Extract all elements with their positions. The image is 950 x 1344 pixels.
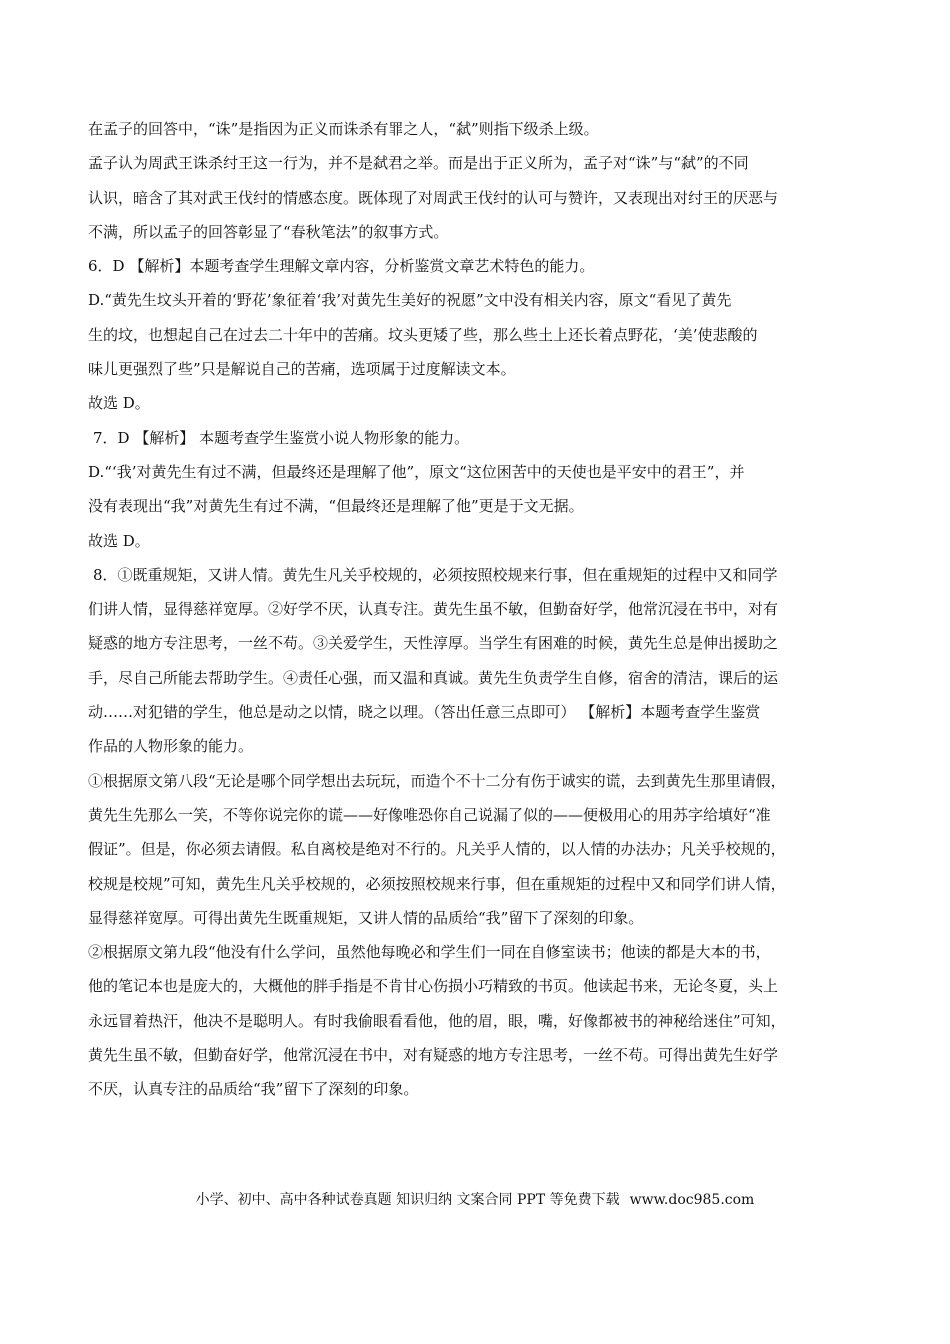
- text-line: 手，尽自己所能去帮助学生。④责任心强，而又温和真诚。黄先生负责学生自修，宿舍的清洁，课后的运: [88, 668, 779, 687]
- text-line: 故选 D。: [88, 394, 150, 413]
- text-line: 他的笔记本也是庞大的，大概他的胖手指是不肯甘心伤损小巧精致的书页。他读起书来，无论冬夏，头上: [88, 977, 779, 996]
- text-line: 永远冒着热汗，他决不是聪明人。有时我偷眼看看他，他的眉，眼，嘴，好像都被书的神秘给迷住”可知，: [88, 1011, 786, 1030]
- text-line: 8．①既重规矩，又讲人情。黄先生凡关乎校规的，必须按照校规来行事，但在重规矩的过程中又和同学: [93, 565, 778, 584]
- text-line: 不满，所以孟子的回答彰显了“春秋笔法”的叙事方式。: [88, 222, 449, 241]
- text-line: 假证”。但是，你必须去请假。私自离校是绝对不行的。凡关乎人情的，以人情的办法办；凡关乎校规的，: [88, 840, 786, 859]
- text-line: 故选 D。: [88, 531, 150, 550]
- text-line: 孟子认为周武王诛杀纣王这一行为，并不是弑君之举。而是出于正义所为，孟子对“诛”与“弑”的不同: [88, 154, 749, 173]
- text-line: D.“黄先生坟头开着的‘野花’象征着‘我’对黄先生美好的祝愿”文中没有相关内容，原文“看见了黄先: [88, 291, 732, 310]
- footer-url[interactable]: www.doc985.com: [629, 1192, 755, 1208]
- text-line: 疑惑的地方专注思考，一丝不苟。③关爱学生，天性淳厚。当学生有困难的时候，黄先生总是伸出援助之: [88, 634, 779, 653]
- text-line: 显得慈祥宽厚。可得出黄先生既重规矩，又讲人情的品质给“我”留下了深刻的印象。: [88, 908, 644, 927]
- text-line: 黄先生先那么一笑，不等你说完你的谎——好像唯恐你自己说漏了似的——便极用心的用苏字给填好“准: [88, 805, 771, 824]
- text-line: 不厌，认真专注的品质给“我”留下了深刻的印象。: [88, 1080, 419, 1099]
- text-line: 7．D 【解析】 本题考查学生鉴赏小说人物形象的能力。: [93, 428, 470, 447]
- document-body: [88, 112, 870, 1107]
- text-line: ②根据原文第九段“他没有什么学问，虽然他每晚必和学生们一同在自修室读书；他读的都是大本的书，: [88, 943, 771, 962]
- text-line: D.“‘我’对黄先生有过不满，但最终还是理解了他”，原文“这位困苦中的天使也是平安中的君王”，并: [88, 462, 745, 481]
- text-line: 在孟子的回答中，“诛”是指因为正义而诛杀有罪之人，“弑”则指下级杀上级。: [88, 120, 599, 138]
- text-line: 认识，暗含了其对武王伐纣的情感态度。既体现了对周武王伐纣的认可与赞许，又表现出对纣王的厌恶与: [88, 188, 779, 207]
- text-line: ①根据原文第八段“无论是哪个同学想出去玩玩，而造个不十二分有伤于诚实的谎，去到黄先生那里请假，: [88, 771, 786, 790]
- text-line: 生的坟，也想起自己在过去二十年中的苦痛。坟头更矮了些，那么些土上还长着点野花，‘美’使悲酸的: [88, 325, 758, 344]
- text-line: 们讲人情，显得慈祥宽厚。②好学不厌，认真专注。黄先生虽不敏，但勤奋好学，他常沉浸在书中，对有: [88, 600, 779, 619]
- footer-text: 小学、初中、高中各种试卷真题 知识归纳 文案合同 PPT 等免费下载: [195, 1192, 620, 1208]
- text-line: 作品的人物形象的能力。: [88, 737, 254, 756]
- text-line: 黄先生虽不敏，但勤奋好学，他常沉浸在书中，对有疑惑的地方专注思考，一丝不苟。可得出黄先生好学: [88, 1046, 779, 1065]
- text-line: 校规是校规”可知，黄先生凡关乎校规的，必须按照校规来行事，但在重规矩的过程中又和同学们讲人情，: [88, 874, 786, 893]
- text-line: 6．D 【解析】本题考查学生理解文章内容，分析鉴赏文章艺术特色的能力。: [88, 257, 595, 276]
- text-line: 味儿更强烈了些”只是解说自己的苦痛，选项属于过度解读文本。: [88, 360, 516, 379]
- page-footer: [0, 1188, 950, 1212]
- text-line: 没有表现出“我”对黄先生有过不满，“但最终还是理解了他”更是于文无据。: [88, 497, 584, 516]
- text-line: 动……对犯错的学生，他总是动之以情，晓之以理。（答出任意三点即可） 【解析】本题考查学生鉴赏: [88, 703, 761, 722]
